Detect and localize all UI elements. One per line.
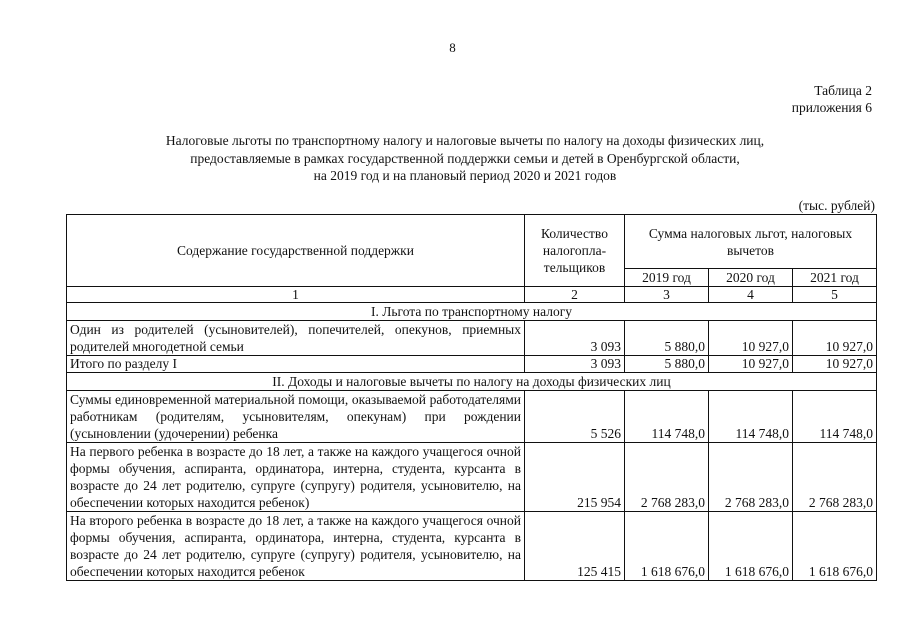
header-row [67,215,877,269]
table-row [67,443,877,512]
total-value-2021: 10 927,0 [793,356,877,373]
column-number: 5 [793,287,877,303]
header-year-2021: 2021 год [793,269,877,287]
total-count: 3 093 [525,356,625,373]
table-reference [792,82,872,116]
row-value-2019: 114 748,0 [625,391,709,443]
row-count: 5 526 [525,391,625,443]
header-year-2019: 2019 год [625,269,709,287]
row-description: Суммы единовременной материальной помощи, оказываемой работодателями работникам (родителям, усыновителям, опекунам) при рождении (усыновлении (удочерении) ребенка [67,391,525,443]
header-count: Количество налогопла-тельщиков [525,215,625,287]
row-value-2019: 1 618 676,0 [625,512,709,581]
header-sum: Сумма налоговых льгот, налоговых вычетов [625,215,877,269]
table-row [67,321,877,356]
section2-title: II. Доходы и налоговые вычеты по налогу на доходы физических лиц [67,373,877,391]
tax-benefits-table [66,214,877,581]
section-header-row [67,373,877,391]
column-number: 3 [625,287,709,303]
row-value-2020: 1 618 676,0 [709,512,793,581]
title-line1: Налоговые льготы по транспортному налогу и налоговые вычеты по налогу на доходы физических лиц, [165,133,765,148]
column-number: 4 [709,287,793,303]
section-header-row [67,303,877,321]
units-label: (тыс. рублей) [798,198,875,213]
column-number-row [67,287,877,303]
table-ref-line1: Таблица 2 [814,83,872,98]
row-description: На первого ребенка в возрасте до 18 лет, а также на каждого учащегося очной формы обучения, аспиранта, ординатора, интерна, студента, курсанта в возрасте до 24 лет родителю, супруге (супругу) родителя, усыновителю, на обеспечении которых находится ребенок) [67,443,525,512]
row-value-2021: 1 618 676,0 [793,512,877,581]
total-label: Итого по разделу I [67,356,525,373]
title-line3: на 2019 год и на плановый период 2020 и 2021 годов [313,168,617,183]
row-description: Один из родителей (усыновителей), попечителей, опекунов, приемных родителей многодетной семьи [67,321,525,356]
row-value-2021: 10 927,0 [793,321,877,356]
row-value-2021: 2 768 283,0 [793,443,877,512]
row-count: 3 093 [525,321,625,356]
document-title [60,132,870,185]
column-number: 1 [67,287,525,303]
table-row [67,512,877,581]
row-value-2019: 2 768 283,0 [625,443,709,512]
total-value-2019: 5 880,0 [625,356,709,373]
row-value-2019: 5 880,0 [625,321,709,356]
row-count: 215 954 [525,443,625,512]
header-year-2020: 2020 год [709,269,793,287]
row-value-2021: 114 748,0 [793,391,877,443]
header-content: Содержание государственной поддержки [67,215,525,287]
table-ref-line2: приложения 6 [791,100,872,115]
row-description: На второго ребенка в возрасте до 18 лет, а также на каждого учащегося очной формы обучения, аспиранта, ординатора, интерна, студента, курсанта в возрасте до 24 лет родителю, супруге (супругу) родителя, усыновителю, на обеспечении которых находится ребенок [67,512,525,581]
row-value-2020: 114 748,0 [709,391,793,443]
table-row [67,391,877,443]
section1-title: I. Льгота по транспортному налогу [67,303,877,321]
row-value-2020: 2 768 283,0 [709,443,793,512]
page-number: 8 [449,40,456,55]
row-count: 125 415 [525,512,625,581]
row-value-2020: 10 927,0 [709,321,793,356]
total-value-2020: 10 927,0 [709,356,793,373]
section1-total-row [67,356,877,373]
column-number: 2 [525,287,625,303]
title-line2: предоставляемые в рамках государственной поддержки семьи и детей в Оренбургской области, [190,150,740,166]
